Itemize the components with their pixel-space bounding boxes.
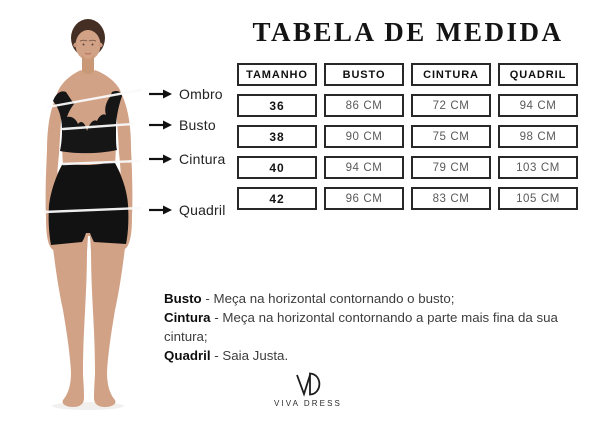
model-photo <box>0 0 170 424</box>
cell-busto: 96 CM <box>324 187 404 210</box>
cell-size: 38 <box>237 125 317 148</box>
cell-busto: 94 CM <box>324 156 404 179</box>
page-title: TABELA DE MEDIDA <box>252 17 564 47</box>
note-term: Busto <box>164 291 202 306</box>
note-busto <box>164 289 596 308</box>
cell-size: 36 <box>237 94 317 117</box>
cell-cintura: 72 CM <box>411 94 491 117</box>
model-illustration <box>0 0 170 424</box>
col-header-busto: BUSTO <box>324 63 404 86</box>
note-quadril <box>164 346 596 365</box>
note-cintura <box>164 308 596 346</box>
label-ombro-text: Ombro <box>179 86 223 102</box>
cell-busto: 86 CM <box>324 94 404 117</box>
cell-busto: 90 CM <box>324 125 404 148</box>
arrow-right-icon <box>149 120 172 130</box>
note-text: - Meça na horizontal contornando o busto; <box>201 291 455 306</box>
cell-quadril: 103 CM <box>498 156 578 179</box>
cell-quadril: 105 CM <box>498 187 578 210</box>
cell-size: 40 <box>237 156 317 179</box>
cell-cintura: 83 CM <box>411 187 491 210</box>
label-ombro <box>149 84 223 104</box>
label-cintura-text: Cintura <box>179 151 226 167</box>
cell-cintura: 79 CM <box>411 156 491 179</box>
note-text: - Saia Justa. <box>210 348 289 363</box>
col-header-cintura: CINTURA <box>411 63 491 86</box>
col-header-quadril: QUADRIL <box>498 63 578 86</box>
arrow-right-icon <box>149 154 172 164</box>
label-busto <box>149 115 216 135</box>
cell-size: 42 <box>237 187 317 210</box>
cell-cintura: 75 CM <box>411 125 491 148</box>
label-busto-text: Busto <box>179 117 216 133</box>
arrow-right-icon <box>149 89 172 99</box>
col-header-tamanho: TAMANHO <box>237 63 317 86</box>
brand-logo <box>258 371 358 408</box>
size-table <box>237 63 578 210</box>
brand-name: VIVA DRESS <box>274 399 342 408</box>
note-text: - Meça na horizontal contornando a parte mais fina da sua cintura; <box>164 310 558 344</box>
label-cintura <box>149 149 226 169</box>
note-term: Cintura <box>164 310 211 325</box>
label-quadril <box>149 200 226 220</box>
note-term: Quadril <box>164 348 211 363</box>
cell-quadril: 94 CM <box>498 94 578 117</box>
cell-quadril: 98 CM <box>498 125 578 148</box>
arrow-right-icon <box>149 205 172 215</box>
vd-monogram-icon <box>291 371 325 397</box>
label-quadril-text: Quadril <box>179 202 226 218</box>
measuring-notes <box>164 289 596 365</box>
